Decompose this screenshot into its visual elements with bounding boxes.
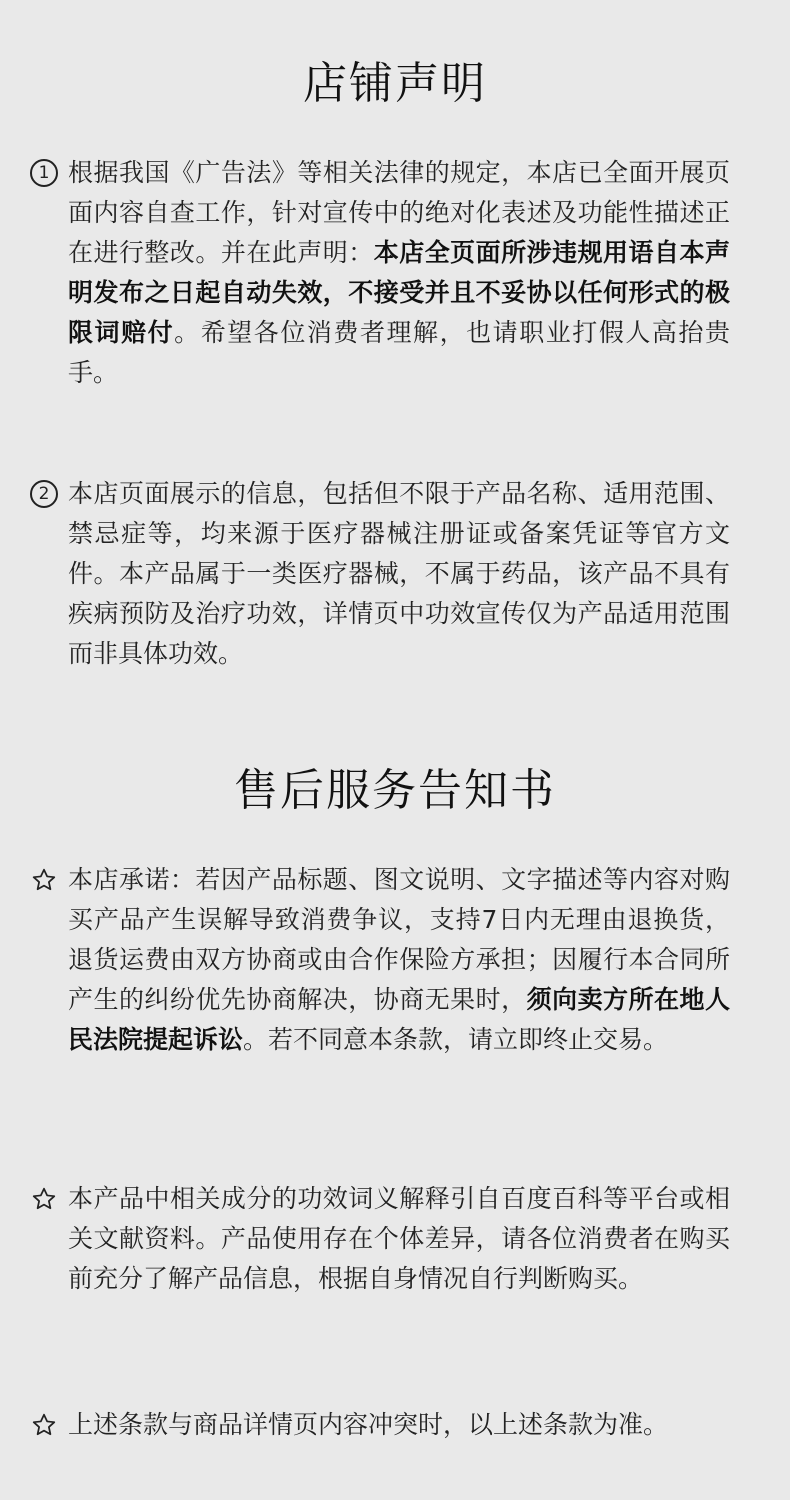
star-outline-icon [30,866,58,894]
statement-item [30,474,730,674]
circled-number-marker: 2 [30,480,58,508]
after-sales-item-text: 本产品中相关成分的功效词义解释引自百度百科等平台或相关文献资料。产品使用存在个体差异，请各位消费者在购买前充分了解产品信息，根据自身情况自行判断购买。 [68,1184,730,1293]
after-sales-text-part: 。若不同意本条款，请立即终止交易。 [243,1025,669,1054]
statement-text-part: 。希望各位消费者理解，也请职业打假人高抬贵手。 [68,318,730,387]
circled-number-marker: 1 [30,159,58,187]
after-sales-title: 售后服务告知书 [234,765,556,816]
statement-title: 店铺声明 [303,58,487,109]
star-outline-icon [30,1411,58,1439]
after-sales-item [30,1405,730,1445]
statement-bold-text: 本店全页面所涉违规用语自本声明发布之日起自动失效，不接受并且不妥协以任何形式的极限词赔付 [68,238,730,347]
statement-item-text: 本店页面展示的信息，包括但不限于产品名称、适用范围、禁忌症等，均来源于医疗器械注册证或备案凭证等官方文件。本产品属于一类医疗器械，不属于药品，该产品不具有疾病预防及治疗功效，详情页中功效宣传仅为产品适用范围而非具体功效。 [68,479,730,668]
statement-text-part: 根据我国《广告法》等相关法律的规定，本店已全面开展页面内容自查工作，针对宣传中的绝对化表述及功能性描述正在进行整改。并在此声明： [68,158,730,267]
statement-item-text [68,153,730,393]
after-sales-item [30,860,730,1060]
after-sales-item-text: 上述条款与商品详情页内容冲突时，以上述条款为准。 [68,1410,669,1439]
statement-item [30,153,730,393]
after-sales-bold-text: 须向卖方所在地人民法院提起诉讼 [68,985,730,1054]
star-outline-icon [30,1185,58,1213]
after-sales-item [30,1179,730,1299]
after-sales-text-part: 本店承诺：若因产品标题、图文说明、文字描述等内容对购买产品产生误解导致消费争议，支持7日内无理由退换货，退货运费由双方协商或由合作保险方承担；因履行本合同所产生的纠纷优先协商解决，协商无果时， [68,865,730,1014]
after-sales-item-text [68,860,730,1060]
